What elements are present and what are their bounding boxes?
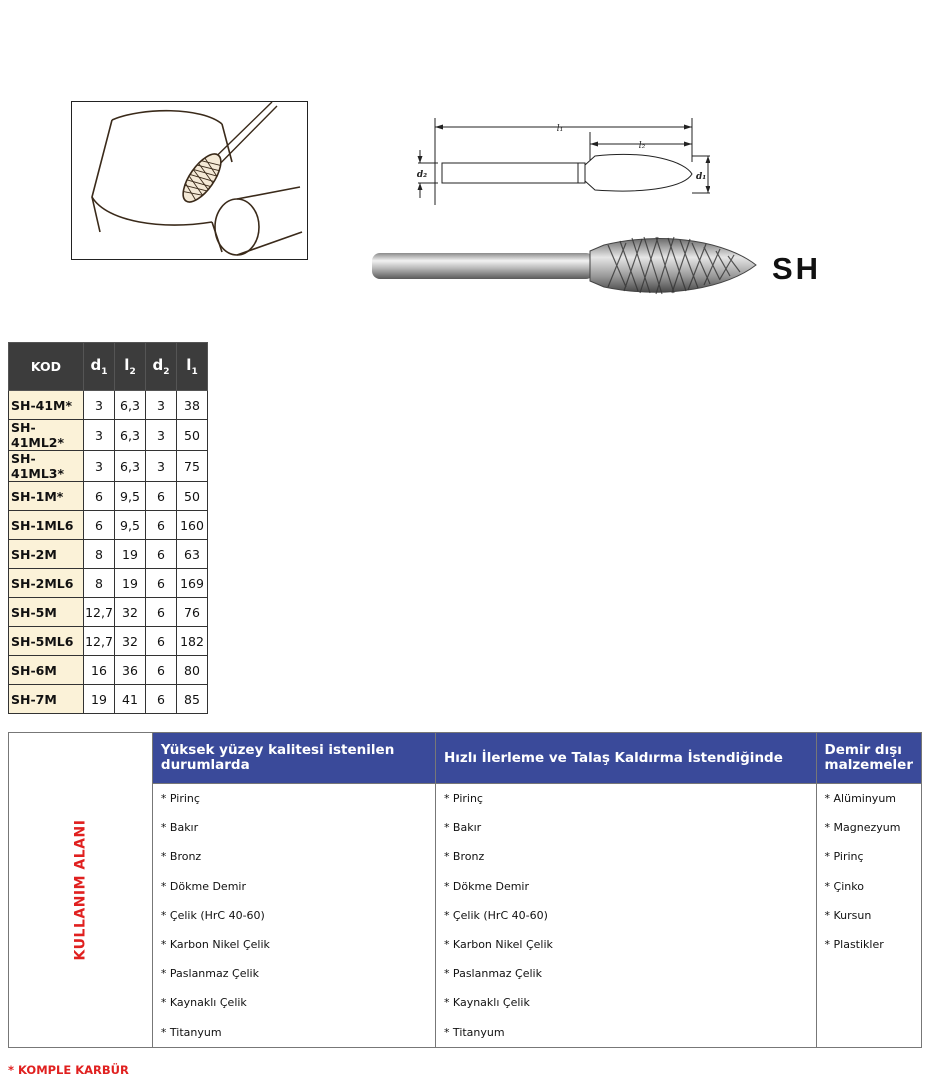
spec-cell-code: SH-5ML6 [9, 627, 84, 656]
spec-cell-l1: 182 [177, 627, 208, 656]
header-d1: $d_1$ [84, 343, 115, 391]
header-l1: $l_1$ [177, 343, 208, 391]
spec-cell-d1: 12,7 [84, 627, 115, 656]
spec-cell-l2: 9,5 [115, 482, 146, 511]
spec-cell-l1: 160 [177, 511, 208, 540]
burr-sketch-icon [176, 148, 228, 208]
spec-cell-l1: 50 [177, 420, 208, 451]
footnote-carbide: * KOMPLE KARBÜR [8, 1063, 129, 1077]
spec-cell-d1: 3 [84, 391, 115, 420]
spec-row [9, 540, 208, 569]
spec-cell-d2: 6 [146, 540, 177, 569]
spec-cell-l1: 169 [177, 569, 208, 598]
spec-cell-d1: 6 [84, 511, 115, 540]
spec-table [8, 342, 208, 714]
usage-header-surface: Yüksek yüzey kalitesi istenilen durumlarda [152, 733, 435, 784]
spec-cell-d1: 12,7 [84, 598, 115, 627]
l2-label: l₂ [638, 141, 646, 151]
usage-list-item: * Dökme Demir [160, 879, 246, 893]
spec-cell-l2: 19 [115, 540, 146, 569]
spec-cell-l2: 19 [115, 569, 146, 598]
usage-list-fast [435, 784, 816, 1048]
usage-side-cell [9, 733, 153, 1048]
spec-row [9, 420, 208, 451]
spec-cell-d1: 3 [84, 420, 115, 451]
d1-label: d₁ [696, 172, 707, 182]
usage-list-item: * Pirinç [443, 792, 483, 805]
burr-head [590, 239, 756, 293]
spec-table-header [9, 343, 208, 391]
header-kod: KOD [9, 343, 84, 391]
usage-list-item: * Magnezyum [824, 821, 901, 835]
usage-list-item: * Bronz [443, 850, 485, 864]
usage-list-item: * Çelik (HrC 40-60) [443, 908, 548, 922]
usage-table [8, 732, 922, 1048]
usage-list-item: * Karbon Nikel Çelik [160, 937, 270, 951]
spec-cell-l2: 6,3 [115, 391, 146, 420]
spec-cell-code: SH-41M* [9, 391, 84, 420]
spec-row [9, 627, 208, 656]
spec-cell-l2: 6,3 [115, 420, 146, 451]
spec-cell-d2: 6 [146, 569, 177, 598]
spec-cell-d2: 6 [146, 627, 177, 656]
spec-row [9, 598, 208, 627]
usage-list-item: * Dökme Demir [443, 879, 530, 893]
usage-list-item: * Paslanmaz Çelik [443, 967, 542, 981]
spec-cell-d1: 8 [84, 540, 115, 569]
spec-cell-l1: 63 [177, 540, 208, 569]
spec-cell-d1: 8 [84, 569, 115, 598]
usage-list-item: * Çinko [824, 879, 864, 893]
spec-cell-l1: 85 [177, 685, 208, 714]
spec-row [9, 451, 208, 482]
spec-cell-code: SH-1M* [9, 482, 84, 511]
spec-cell-d2: 6 [146, 482, 177, 511]
usage-list-item: * Titanyum [160, 1025, 222, 1039]
usage-list-item: * Kaynaklı Çelik [443, 996, 530, 1010]
spec-cell-d2: 6 [146, 685, 177, 714]
spec-cell-d2: 3 [146, 391, 177, 420]
spec-row [9, 569, 208, 598]
spec-cell-code: SH-41ML2* [9, 420, 84, 451]
spec-cell-code: SH-1ML6 [9, 511, 84, 540]
spec-row [9, 511, 208, 540]
spec-cell-code: SH-7M [9, 685, 84, 714]
spec-cell-d2: 6 [146, 598, 177, 627]
usage-list-item: * Kursun [824, 908, 872, 922]
spec-row [9, 391, 208, 420]
spec-table-body [9, 391, 208, 714]
spec-cell-code: SH-2ML6 [9, 569, 84, 598]
usage-list-item: * Pirinç [160, 792, 200, 805]
usage-list-item: * Paslanmaz Çelik [160, 967, 259, 981]
burr-shank [372, 253, 594, 279]
dimension-drawing [410, 110, 710, 215]
spec-cell-l2: 41 [115, 685, 146, 714]
l1-label: l₁ [556, 124, 564, 134]
product-type-code: SH [772, 251, 822, 286]
burr-photo [368, 225, 768, 325]
spec-cell-d2: 6 [146, 511, 177, 540]
usage-sketch [72, 102, 307, 259]
spec-cell-d1: 3 [84, 451, 115, 482]
spec-cell-l1: 75 [177, 451, 208, 482]
usage-illustration [71, 101, 308, 260]
spec-cell-l2: 32 [115, 627, 146, 656]
usage-header-fast: Hızlı İlerleme ve Talaş Kaldırma İstendiğinde [435, 733, 816, 784]
spec-cell-d1: 19 [84, 685, 115, 714]
header-l2: $l_2$ [115, 343, 146, 391]
header-d2: $d_2$ [146, 343, 177, 391]
usage-list-item: * Pirinç [824, 850, 864, 864]
spec-cell-l1: 80 [177, 656, 208, 685]
spec-cell-d1: 16 [84, 656, 115, 685]
spec-cell-code: SH-5M [9, 598, 84, 627]
usage-list-item: * Çelik (HrC 40-60) [160, 908, 265, 922]
spec-cell-l2: 9,5 [115, 511, 146, 540]
spec-cell-d2: 3 [146, 451, 177, 482]
spec-row [9, 656, 208, 685]
spec-cell-l2: 6,3 [115, 451, 146, 482]
usage-list-item: * Titanyum [443, 1025, 505, 1039]
usage-list-item: * Plastikler [824, 937, 884, 951]
spec-row [9, 482, 208, 511]
usage-side-label: KULLANIM ALANI [72, 819, 89, 961]
usage-list-item: * Bronz [160, 850, 202, 864]
usage-list-item: * Bakır [443, 821, 482, 835]
spec-cell-l1: 50 [177, 482, 208, 511]
d2-label: d₂ [416, 170, 428, 180]
usage-list-nonferrous [816, 784, 921, 1048]
spec-cell-d2: 6 [146, 656, 177, 685]
usage-list-surface [152, 784, 435, 1048]
spec-cell-d2: 3 [146, 420, 177, 451]
spec-cell-l1: 38 [177, 391, 208, 420]
spec-cell-l1: 76 [177, 598, 208, 627]
usage-list-item: * Bakır [160, 821, 199, 835]
spec-row [9, 685, 208, 714]
usage-list-item: * Alüminyum [824, 792, 897, 805]
spec-cell-code: SH-2M [9, 540, 84, 569]
spec-cell-l2: 32 [115, 598, 146, 627]
usage-list-item: * Kaynaklı Çelik [160, 996, 247, 1010]
spec-cell-d1: 6 [84, 482, 115, 511]
spec-cell-code: SH-6M [9, 656, 84, 685]
spec-cell-code: SH-41ML3* [9, 451, 84, 482]
spec-cell-l2: 36 [115, 656, 146, 685]
usage-list-item: * Karbon Nikel Çelik [443, 937, 553, 951]
usage-header-nonferrous: Demir dışı malzemeler [816, 733, 921, 784]
